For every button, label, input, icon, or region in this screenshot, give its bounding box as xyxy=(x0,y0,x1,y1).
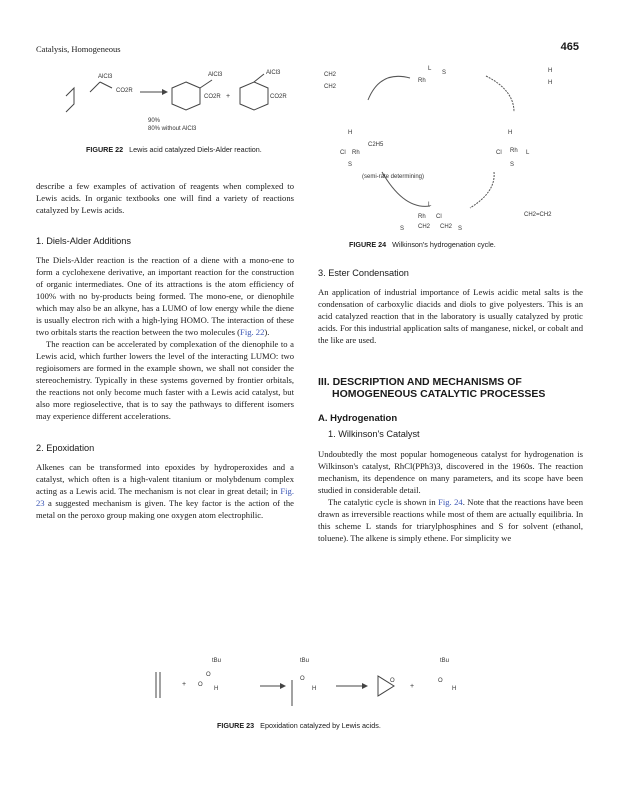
fig24-label-22: CH2 xyxy=(418,224,431,230)
fig23-label-10: O xyxy=(390,678,395,684)
fig23-label-2: tBu xyxy=(300,658,310,664)
figure-22-diagram xyxy=(36,58,301,144)
left-column xyxy=(36,180,294,521)
fig24-label-12: C2H5 xyxy=(368,142,384,148)
fig22-label-5: CO2R xyxy=(204,94,221,100)
fig24-label-17: S xyxy=(510,162,515,168)
diels-alder-paragraph-1: The Diels-Alder reaction is the reaction of a diene with a mono-ene to form a cyclohexene derivative, an important reaction for the construction of organic intermediates. One of its attractions is the atom efficiency of 100% with no by-products being formed. The mono-ene, or dienophile which may also be an alkyne, has a LUMO of low energy while the diene is usually electron rich with a high-lying HOMO. The interaction of these two orbitals starts the reaction between the two molecules (Fig. 22). xyxy=(36,255,294,337)
fig24-label-5: S xyxy=(442,70,447,76)
figure-22-caption: FIGURE 22 Lewis acid catalyzed Diels-Alder reaction. xyxy=(86,145,262,154)
page-number: 465 xyxy=(560,41,579,53)
fig24-label-23: CH2 xyxy=(440,224,453,230)
fig-24-link[interactable]: Fig. 24 xyxy=(438,497,463,507)
fig24-label-21: Cl xyxy=(436,214,442,220)
fig22-label-2: AlCl3 xyxy=(208,72,223,78)
fig22-plus: + xyxy=(226,93,231,100)
fig23-label-6: O xyxy=(300,676,305,682)
fig24-label-6: H xyxy=(548,68,553,74)
fig24-label-4: Rh xyxy=(418,78,426,84)
fig22-label-7: 90% xyxy=(148,118,161,124)
fig24-label-18: (semi-rate determining) xyxy=(362,174,425,180)
fig24-label-2: CH2 xyxy=(324,84,337,90)
fig23-label-4: O xyxy=(206,672,211,678)
fig22-label-3: AlCl3 xyxy=(266,70,281,76)
fig23-label-5: O xyxy=(198,682,203,688)
fig23-label-11: O xyxy=(438,678,443,684)
fig24-label-25: S xyxy=(400,226,405,232)
fig24-label-16: L xyxy=(526,150,530,156)
fig22-label-1: AlCl3 xyxy=(98,74,113,80)
fig24-label-10: Cl xyxy=(340,150,346,156)
figure-24-caption: FIGURE 24 Wilkinson's hydrogenation cycle. xyxy=(349,240,496,249)
fig24-label-15: Rh xyxy=(510,148,518,154)
wilkinson-paragraph-2: The catalytic cycle is shown in Fig. 24. Note that the reactions have been drawn as irreversible reactions while most of them are actually equilibria. In this scheme L stands for triarylphosphines and S for solvent (ethanol, toluene). The alkene is simply ethene. For simplicity we xyxy=(318,497,584,543)
fig22-label-8: 80% without AlCl3 xyxy=(148,126,197,132)
fig-22-link[interactable]: Fig. 22 xyxy=(240,327,265,337)
fig22-label-4: CO2R xyxy=(116,88,133,94)
fig23-label-12: + xyxy=(182,681,187,688)
subsection-hydrogenation-title: A. Hydrogenation xyxy=(318,413,398,424)
fig24-label-20: Rh xyxy=(418,214,426,220)
figure-24-diagram xyxy=(318,56,584,236)
fig22-label-6: CO2R xyxy=(270,94,287,100)
fig24-label-13: S xyxy=(348,162,353,168)
fig23-label-8: H xyxy=(312,686,317,692)
fig23-label-13: + xyxy=(410,683,415,690)
fig24-label-1: CH2 xyxy=(324,72,337,78)
section-diels-alder-title: 1. Diels-Alder Additions xyxy=(36,236,131,246)
fig23-label-3: tBu xyxy=(440,658,450,664)
section-iii-title: III. DESCRIPTION AND MECHANISMS OF HOMOGENEOUS CATALYTIC PROCESSES xyxy=(318,376,546,400)
epoxidation-paragraph: Alkenes can be transformed into epoxides by hydroperoxides and a catalyst, which often is a high-valent titanium or molybdenum complex acting as a Lewis acid. The mechanism is not clear in great detail; in Fig. 23 a suggested mechanism is given. The key factor is the action of the metal on the peroxo group making one oxygen atom electrophilic. xyxy=(36,462,294,520)
fig24-label-19: L xyxy=(428,202,432,208)
fig24-label-24: CH2=CH2 xyxy=(524,212,552,218)
right-column xyxy=(318,268,583,544)
fig24-label-14: Cl xyxy=(496,150,502,156)
fig23-label-7: H xyxy=(214,686,219,692)
fig24-label-3: L xyxy=(428,66,432,72)
fig24-label-9: H xyxy=(508,130,513,136)
section-epoxidation-title: 2. Epoxidation xyxy=(36,443,95,453)
diels-alder-paragraph-2: The reaction can be accelerated by complexation of the dienophile to a Lewis acid, which further lowers the level of the interacting LUMO: two regioisomers are formed in the example shown, we shall not consider the stereochemistry. Typically in these systems governed by frontier orbitals, the reactions not only become much faster with a Lewis acid catalyst, but also more regioselective, that is to say the pathways to different isomers may experience different accelerations. xyxy=(36,339,294,421)
running-header: Catalysis, Homogeneous xyxy=(36,44,121,54)
ester-paragraph: An application of industrial importance of Lewis acidic metal salts is the condensation of carboxylic diacids and diols to give polyesters. This is an acid catalyzed reaction that in the laboratory is usually catalyzed by protic acids. For this industrial application salts of manganese, nickel, or cobalt and the like are used. xyxy=(318,287,583,345)
intro-paragraph: describe a few examples of activation of reagents when complexed to Lewis acids. In organic textbooks one will find a variety of reactions catalyzed by Lewis acids. xyxy=(36,181,294,215)
fig23-label-1: tBu xyxy=(212,658,222,664)
subsection-wilkinson-title: 1. Wilkinson's Catalyst xyxy=(328,429,420,439)
fig24-label-7: H xyxy=(548,80,553,86)
section-ester-title: 3. Ester Condensation xyxy=(318,268,409,278)
fig-23-link[interactable]: Fig. 23 xyxy=(36,486,294,508)
wilkinson-paragraph-1: Undoubtedly the most popular homogeneous catalyst for hydrogenation is Wilkinson's catalyst, RhCl(PPh3)3, discovered in the 1960s. The reaction mechanism, its dependence on many parameters, and its scope have been studied in considerable detail. xyxy=(318,449,583,495)
fig24-label-26: S xyxy=(458,226,463,232)
figure-23-caption: FIGURE 23 Epoxidation catalyzed by Lewis acids. xyxy=(217,721,381,730)
fig24-label-11: Rh xyxy=(352,150,360,156)
fig24-label-8: H xyxy=(348,130,353,136)
figure-23-diagram xyxy=(140,650,480,710)
fig23-label-9: H xyxy=(452,686,457,692)
